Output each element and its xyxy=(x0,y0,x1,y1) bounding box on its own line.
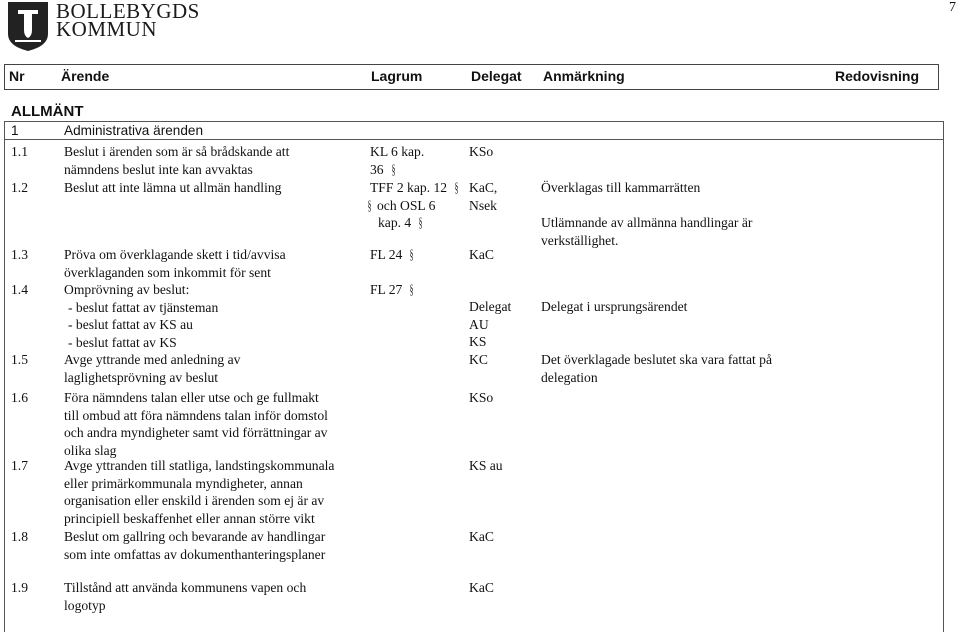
section-sign-icon: § xyxy=(367,198,372,214)
group-number: 1 xyxy=(11,123,19,138)
organization-name-line2: KOMMUN xyxy=(56,17,158,41)
row-lagrum-text: § och OSL 6 xyxy=(367,197,436,214)
row-arende-text: Omprövning av beslut: xyxy=(64,282,190,297)
row-arende-text: Avge yttrande med anledning av xyxy=(64,352,241,367)
municipal-crest-logo xyxy=(6,0,50,52)
row-number: 1.7 xyxy=(11,458,28,473)
row-arende-text: nämndens beslut inte kan avvaktas xyxy=(64,161,253,177)
row-arende-text: Pröva om överklagande skett i tid/avvisa xyxy=(64,247,286,262)
row-anmarkning-text: Det överklagade beslutet ska vara fattat på xyxy=(541,352,772,367)
row-lagrum-text: KL 6 kap. xyxy=(370,144,425,159)
row-arende-text: till ombud att föra nämndens talan inför domstol xyxy=(64,407,328,423)
row-arende-text: logotyp xyxy=(64,597,106,613)
row-anmarkning-text: Utlämnande av allmänna handlingar är xyxy=(541,215,753,231)
row-delegat-text: Nsek xyxy=(469,197,497,213)
column-header-delegat: Delegat xyxy=(471,68,522,84)
row-delegat-text: KSo xyxy=(469,390,494,405)
section-sign-icon: § xyxy=(391,162,396,178)
row-delegat-text: KaC xyxy=(469,529,494,544)
row-number: 1.2 xyxy=(11,180,28,195)
row-anmarkning-text: delegation xyxy=(541,369,598,385)
row-arende-text: överklaganden som inkommit för sent xyxy=(64,264,271,280)
row-delegat-text: AU xyxy=(469,316,489,332)
row-number: 1.3 xyxy=(11,247,28,262)
section-sign-icon: § xyxy=(409,283,414,298)
row-arende-text: Tillstånd att använda kommunens vapen och xyxy=(64,580,307,595)
row-arende-text: olika slag xyxy=(64,442,117,458)
row-delegat-text: KSo xyxy=(469,144,494,159)
row-delegat-text: KaC xyxy=(469,247,494,262)
row-delegat-text: KS au xyxy=(469,458,503,473)
row-anmarkning-text: Överklagas till kammarrätten xyxy=(541,180,701,195)
section-sign-icon: § xyxy=(409,248,414,263)
row-arende-text: Beslut om gallring och bevarande av handlingar xyxy=(64,529,326,544)
column-header-anmarkning: Anmärkning xyxy=(543,68,625,84)
table-border-left xyxy=(4,139,5,632)
row-arende-text: Beslut att inte lämna ut allmän handling xyxy=(64,180,282,195)
row-lagrum-text: 36 § xyxy=(370,161,396,178)
row-number: 1.8 xyxy=(11,529,28,544)
organization-name xyxy=(56,0,200,41)
row-lagrum-text: FL 27 § xyxy=(370,282,414,298)
row-arende-text: Beslut i ärenden som är så brådskande att xyxy=(64,144,290,159)
column-header-arende: Ärende xyxy=(61,68,110,84)
row-anmarkning-text: verkställighet. xyxy=(541,232,619,248)
row-number: 1.9 xyxy=(11,580,28,595)
row-arende-text: Föra nämndens talan eller utse och ge fullmakt xyxy=(64,390,319,405)
row-delegat-text: Delegat xyxy=(469,299,512,314)
column-header-lagrum: Lagrum xyxy=(371,68,423,84)
row-arende-text: som inte omfattas av dokumenthanteringsplaner xyxy=(64,546,326,562)
row-delegat-text: KS xyxy=(469,334,487,350)
section-sign-icon: § xyxy=(418,216,423,232)
table-header-row xyxy=(4,64,939,90)
row-arende-text: principiell beskaffenhet eller annan större vikt xyxy=(64,510,315,526)
row-delegat-text: KaC, xyxy=(469,180,498,195)
organization-name-line1: BOLLEBYGDS xyxy=(56,0,200,23)
row-number: 1.6 xyxy=(11,390,28,405)
column-header-redovisning: Redovisning xyxy=(835,68,920,84)
section-title: ALLMÄNT xyxy=(11,103,84,120)
section-sign-icon: § xyxy=(454,181,459,196)
row-arende-text: organisation eller enskild i ärenden som ej är av xyxy=(64,493,325,509)
row-arende-text: - beslut fattat av KS xyxy=(68,334,177,350)
column-header-nr: Nr xyxy=(9,68,25,84)
row-delegat-text: KaC xyxy=(469,580,494,595)
delegation-table xyxy=(4,121,944,632)
row-arende-text: och andra myndigheter samt vid förrättningar av xyxy=(64,425,328,441)
table-border-right xyxy=(943,139,944,632)
row-delegat-text: KC xyxy=(469,352,488,367)
row-number: 1.5 xyxy=(11,352,28,367)
row-number: 1.1 xyxy=(11,144,28,159)
page-number: 7 xyxy=(949,0,956,15)
row-lagrum-text: TFF 2 kap. 12 § xyxy=(370,180,459,196)
row-arende-text: laglighetsprövning av beslut xyxy=(64,369,219,385)
row-lagrum-text: FL 24 § xyxy=(370,247,414,263)
group-title: Administrativa ärenden xyxy=(64,123,204,138)
table-border-right xyxy=(943,121,944,140)
table-border-left xyxy=(4,121,5,140)
row-arende-text: eller primärkommunala myndigheter, annan xyxy=(64,475,303,491)
row-lagrum-text: kap. 4 § xyxy=(378,215,423,232)
row-arende-text: - beslut fattat av tjänsteman xyxy=(68,299,219,315)
row-number: 1.4 xyxy=(11,282,28,297)
row-arende-text: - beslut fattat av KS au xyxy=(68,317,193,333)
row-anmarkning-text: Delegat i ursprungsärendet xyxy=(541,299,688,314)
row-arende-text: Avge yttranden till statliga, landstingskommunala xyxy=(64,458,335,473)
